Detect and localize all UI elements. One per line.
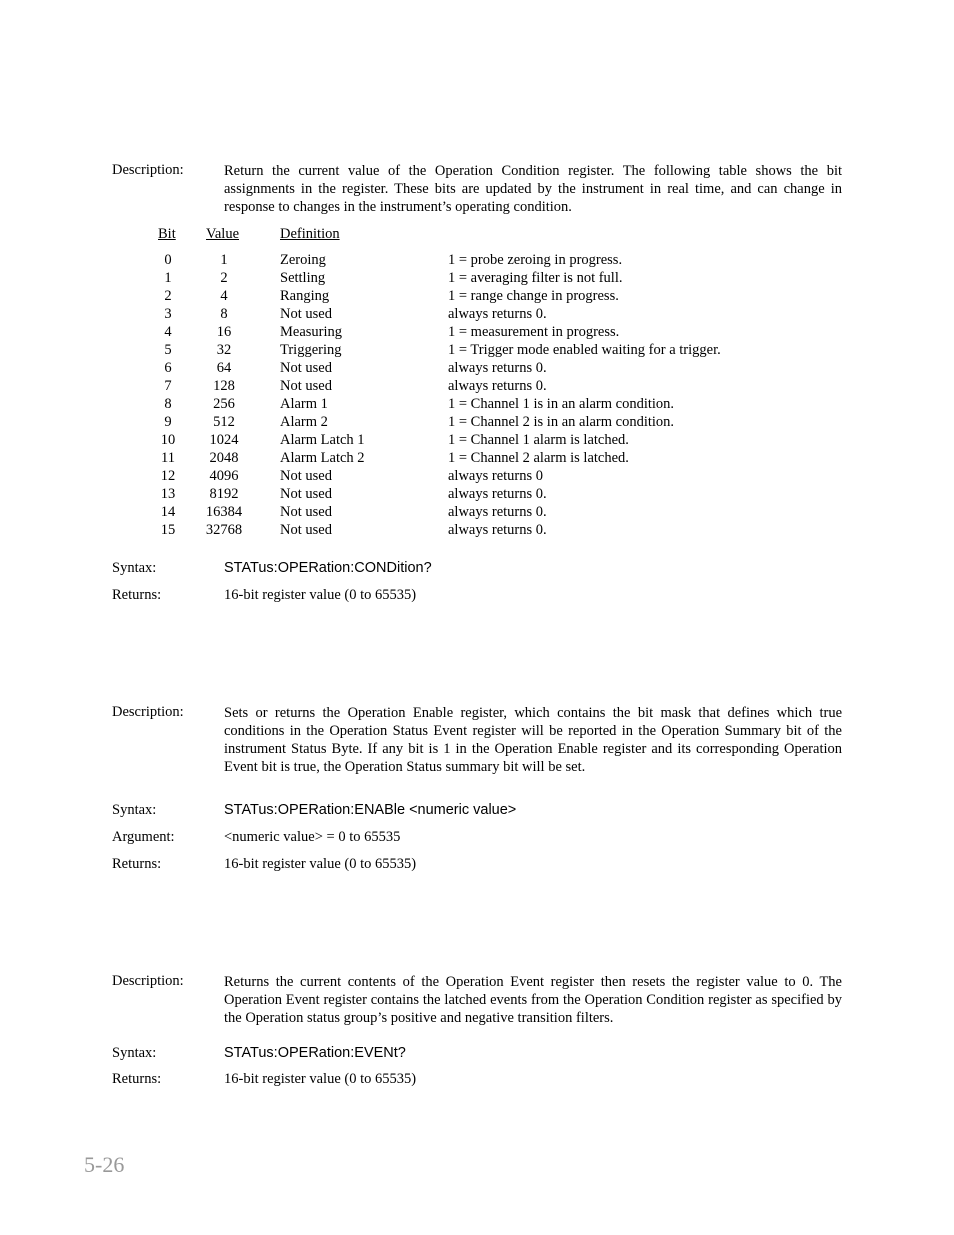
table-header-definition: Definition [280,226,340,242]
bit-cell: 12 [160,468,176,484]
table-row [150,288,810,306]
syntax-label: Syntax: [112,802,157,818]
table-row [150,486,810,504]
bit-cell: 10 [160,432,176,448]
value-cell: 8192 [209,486,239,502]
syntax-command: STATus:OPERation:ENABle <numeric value> [224,802,517,818]
table-row [150,396,810,414]
value-cell: 32768 [205,522,243,538]
bit-cell: 9 [164,414,172,430]
definition-cell: Measuring [280,324,343,340]
argument-text: <numeric value> = 0 to 65535 [224,829,401,845]
description-cell: 1 = Channel 1 alarm is latched. [448,432,629,448]
value-cell: 4 [220,288,228,304]
definition-cell: Not used [280,306,332,322]
table-row [150,378,810,396]
bit-cell: 8 [164,396,172,412]
description-label: Description: [112,162,184,178]
table-row [150,342,810,360]
syntax-command: STATus:OPERation:CONDition? [224,560,432,576]
value-cell: 2 [220,270,228,286]
page-number: 5-26 [84,1152,125,1177]
syntax-command: STATus:OPERation:EVENt? [224,1045,406,1061]
description-text: Returns the current contents of the Operation Event register then resets the register value to 0. The Operation Event register contains the latched events from the Operation Condition register as specified by the Operation status group’s positive and negative transition filters. [224,974,842,1026]
table-row [150,522,810,540]
value-cell: 32 [216,342,232,358]
definition-cell: Alarm Latch 1 [280,432,365,448]
table-row [150,360,810,378]
description-cell: 1 = Channel 2 alarm is latched. [448,450,629,466]
bit-cell: 6 [164,360,172,376]
definition-cell: Not used [280,504,332,520]
bit-cell: 13 [160,486,176,502]
bit-cell: 3 [164,306,172,322]
definition-cell: Not used [280,522,332,538]
value-cell: 1024 [209,432,239,448]
description-cell: always returns 0. [448,360,547,376]
returns-text: 16-bit register value (0 to 65535) [224,1071,417,1087]
definition-cell: Triggering [280,342,342,358]
definition-cell: Zeroing [280,252,326,268]
description-cell: always returns 0. [448,378,547,394]
description-cell: 1 = Trigger mode enabled waiting for a trigger. [448,342,721,358]
definition-cell: Not used [280,468,332,484]
returns-label: Returns: [112,856,162,872]
bit-cell: 2 [164,288,172,304]
syntax-label: Syntax: [112,560,157,576]
value-cell: 64 [216,360,232,376]
table-header-bit: Bit [158,226,176,242]
table-header-value: Value [206,226,240,242]
returns-text: 16-bit register value (0 to 65535) [224,856,417,872]
table-row [150,252,810,270]
bit-cell: 11 [161,450,175,466]
bit-cell: 15 [160,522,176,538]
description-cell: 1 = range change in progress. [448,288,619,304]
description-text: Return the current value of the Operation Condition register. The following table shows the bit assignments in the register. These bits are updated by the instrument in real time, and can change in response to changes in the instrument’s operating condition. [224,163,842,215]
value-cell: 8 [220,306,228,322]
description-cell: always returns 0. [448,306,547,322]
bit-cell: 7 [164,378,172,394]
table-row [150,504,810,522]
syntax-label: Syntax: [112,1045,157,1061]
description-cell: 1 = probe zeroing in progress. [448,252,623,268]
bit-cell: 5 [164,342,172,358]
description-cell: always returns 0. [448,522,547,538]
description-label: Description: [112,973,184,989]
returns-text: 16-bit register value (0 to 65535) [224,587,417,603]
description-cell: always returns 0 [448,468,544,484]
returns-label: Returns: [112,587,162,603]
value-cell: 16384 [205,504,243,520]
definition-cell: Alarm 2 [280,414,328,430]
definition-cell: Ranging [280,288,330,304]
description-label: Description: [112,704,184,720]
description-cell: 1 = Channel 2 is in an alarm condition. [448,414,675,430]
value-cell: 16 [216,324,232,340]
table-row [150,324,810,342]
table-row [150,306,810,324]
definition-cell: Alarm 1 [280,396,328,412]
description-cell: always returns 0. [448,486,547,502]
definition-cell: Not used [280,360,332,376]
description-cell: 1 = measurement in progress. [448,324,620,340]
table-row [150,414,810,432]
bit-cell: 14 [160,504,176,520]
description-cell: 1 = averaging filter is not full. [448,270,623,286]
description-cell: 1 = Channel 1 is in an alarm condition. [448,396,675,412]
table-row [150,468,810,486]
definition-cell: Not used [280,378,332,394]
bit-cell: 0 [164,252,172,268]
definition-cell: Not used [280,486,332,502]
value-cell: 128 [213,378,235,394]
value-cell: 2048 [209,450,239,466]
table-row [150,432,810,450]
value-cell: 256 [213,396,235,412]
definition-cell: Settling [280,270,326,286]
bit-cell: 4 [164,324,172,340]
table-row [150,450,810,468]
returns-label: Returns: [112,1071,162,1087]
value-cell: 1 [220,252,228,268]
bit-cell: 1 [164,270,172,286]
value-cell: 512 [213,414,235,430]
description-text: Sets or returns the Operation Enable register, which contains the bit mask that defines which true conditions in the Operation Status Event register will be reported in the Operation Summary bit of the instrument Status Byte. If any bit is 1 in the Operation Enable register and its corresponding Operation Event bit is true, the Operation Status summary bit will be set. [224,705,842,775]
argument-label: Argument: [112,829,175,845]
description-cell: always returns 0. [448,504,547,520]
table-row [150,270,810,288]
definition-cell: Alarm Latch 2 [280,450,365,466]
value-cell: 4096 [209,468,239,484]
